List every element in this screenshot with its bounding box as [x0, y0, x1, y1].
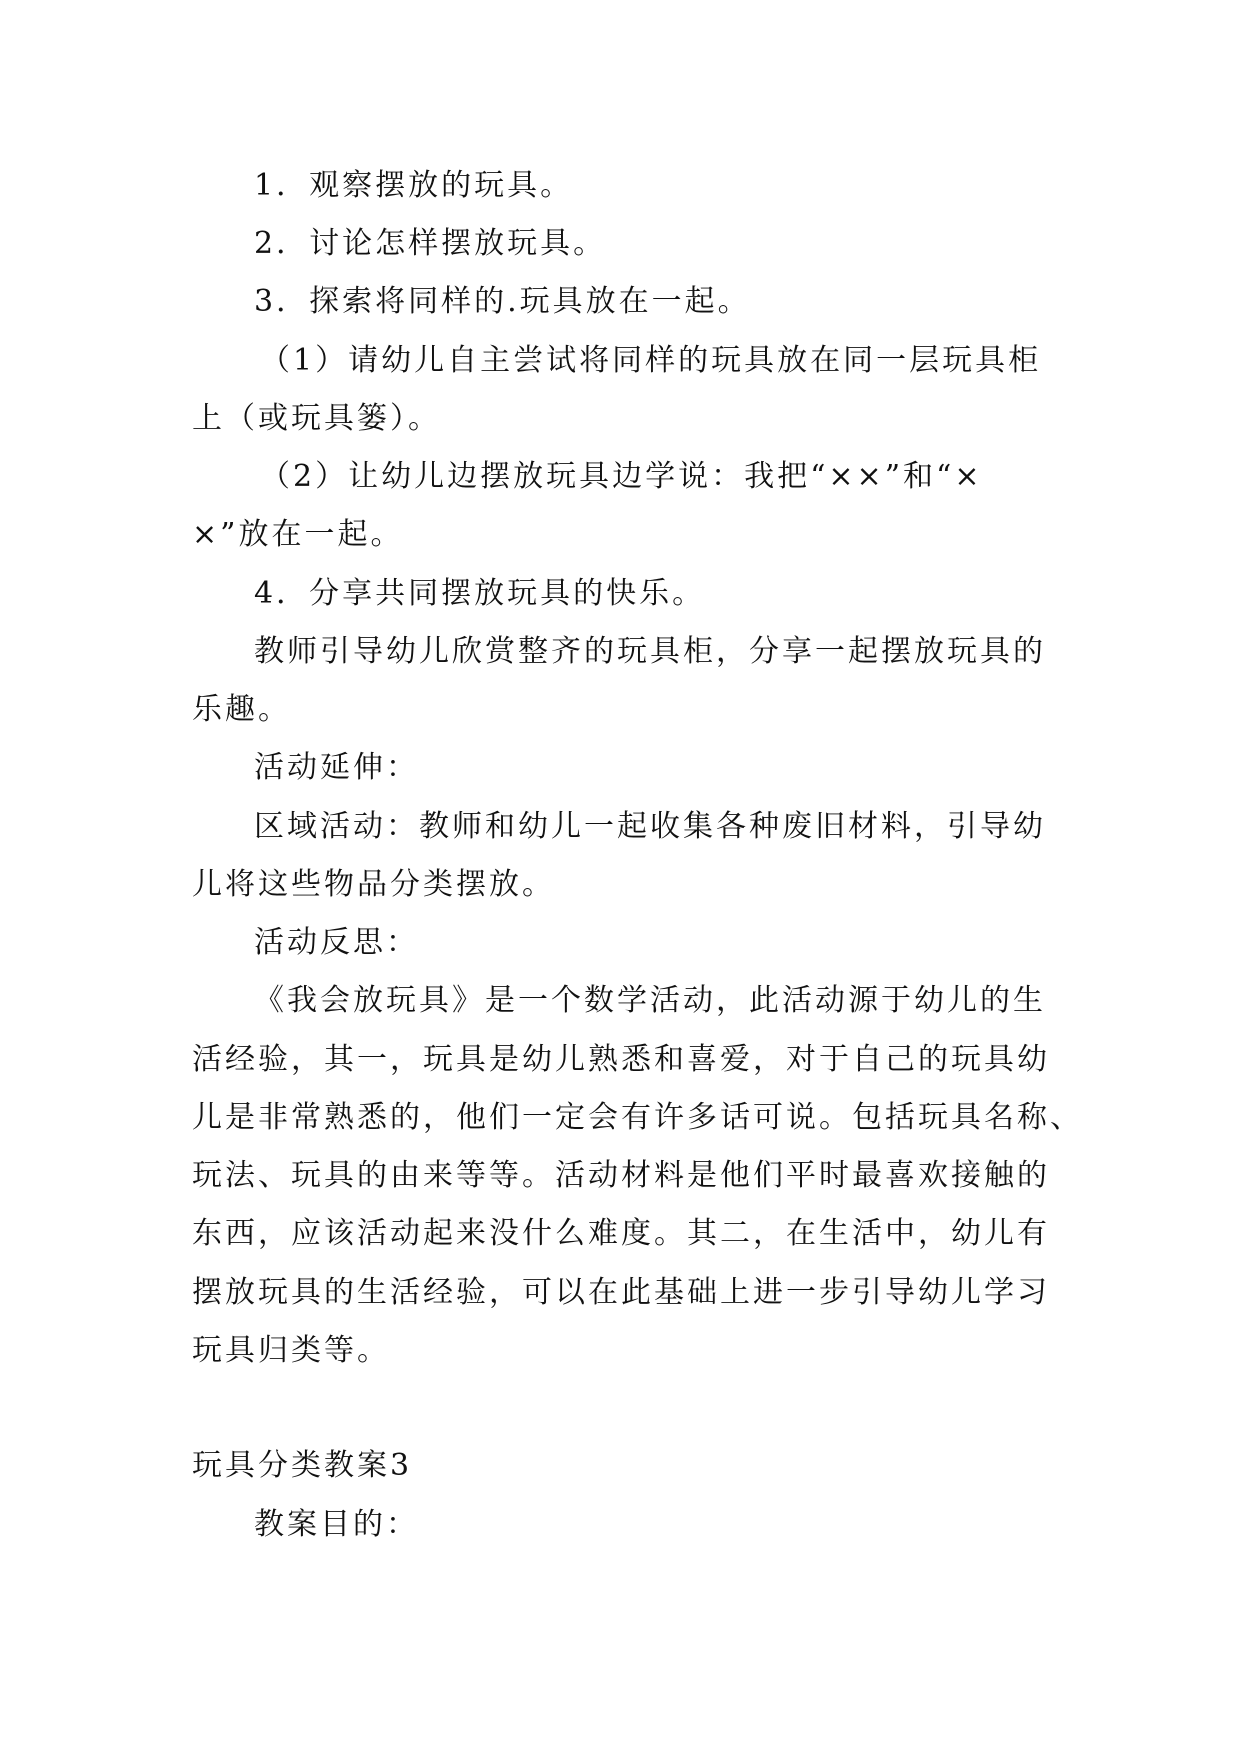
paragraph-line: 乐趣。 — [192, 692, 291, 727]
step-2-line: 2．讨论怎样摆放玩具。 — [254, 226, 607, 261]
paragraph-line: 摆放玩具的生活经验，可以在此基础上进一步引导幼儿学习 — [192, 1275, 1050, 1310]
document-title: 玩具分类教案3 — [192, 1448, 413, 1483]
substep-2-line: （2）让幼儿边摆放玩具边学说：我把“××”和“× — [260, 459, 983, 494]
paragraph-line: 儿是非常熟悉的，他们一定会有许多话可说。包括玩具名称、 — [192, 1100, 1083, 1135]
step-1-line: 1．观察摆放的玩具。 — [254, 168, 574, 203]
paragraph-line: 东西，应该活动起来没什么难度。其二，在生活中，幼儿有 — [192, 1216, 1050, 1251]
paragraph-line: 玩具归类等。 — [192, 1333, 390, 1368]
paragraph-line: 活经验，其一，玩具是幼儿熟悉和喜爱，对于自己的玩具幼 — [192, 1042, 1050, 1077]
paragraph-line: 玩法、玩具的由来等等。活动材料是他们平时最喜欢接触的 — [192, 1158, 1050, 1193]
substep-1-continuation: 上（或玩具篓）。 — [192, 401, 441, 436]
substep-1-line: （1）请幼儿自主尝试将同样的玩具放在同一层玩具柜 — [260, 343, 1042, 378]
paragraph-line: 教师引导幼儿欣赏整齐的玩具柜，分享一起摆放玩具的 — [254, 634, 1046, 669]
step-4-line: 4．分享共同摆放玩具的快乐。 — [254, 576, 706, 611]
step-3-line: 3．探索将同样的.玩具放在一起。 — [254, 284, 751, 319]
section-heading: 活动延伸： — [254, 750, 419, 785]
paragraph-line: 《我会放玩具》是一个数学活动，此活动源于幼儿的生 — [254, 983, 1046, 1018]
paragraph-line: 儿将这些物品分类摆放。 — [192, 867, 555, 902]
section-heading: 教案目的： — [254, 1507, 419, 1542]
substep-2-continuation: ×”放在一起。 — [192, 517, 404, 552]
paragraph-line: 区域活动：教师和幼儿一起收集各种废旧材料，引导幼 — [254, 809, 1046, 844]
section-heading: 活动反思： — [254, 925, 419, 960]
